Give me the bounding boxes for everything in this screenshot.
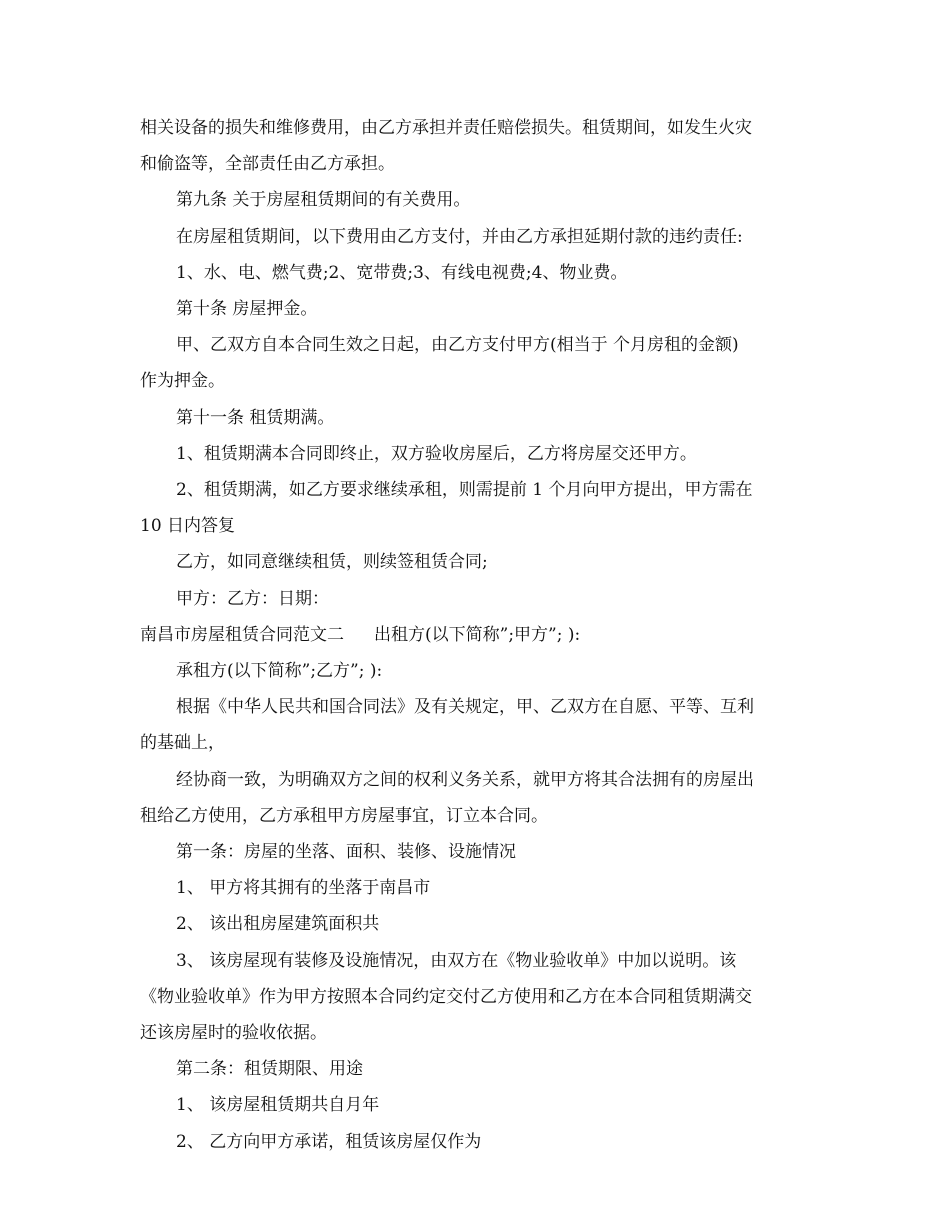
text-line: 相关设备的损失和维修费用，由乙方承担并责任赔偿损失。租赁期间，如发生火灾 bbox=[140, 118, 752, 138]
article-heading: 第一条：房屋的坐落、面积、装修、设施情况 bbox=[176, 842, 516, 862]
text-line: 1、租赁期满本合同即终止，双方验收房屋后，乙方将房屋交还甲方。 bbox=[176, 444, 697, 464]
text-line: 租给乙方使用，乙方承租甲方房屋事宜，订立本合同。 bbox=[140, 806, 548, 826]
text-line: 经协商一致，为明确双方之间的权利义务关系，就甲方将其合法拥有的房屋出 bbox=[176, 770, 754, 790]
article-heading: 第十条 房屋押金。 bbox=[176, 299, 318, 319]
text-line: 1、 甲方将其拥有的坐落于南昌市 bbox=[176, 878, 431, 898]
text-line: 甲、乙双方自本合同生效之日起，由乙方支付甲方(相当于 个月房租的金额) bbox=[176, 335, 739, 355]
text-line: 2、租赁期满，如乙方要求继续承租，则需提前 1 个月向甲方提出，甲方需在 bbox=[176, 480, 753, 500]
signature-line: 甲方：乙方：日期： bbox=[176, 589, 329, 609]
text-line: 《物业验收单》作为甲方按照本合同约定交付乙方使用和乙方在本合同租赁期满交 bbox=[140, 987, 752, 1007]
text-line: 作为押金。 bbox=[140, 371, 225, 391]
text-line: 10 日内答复 bbox=[140, 516, 236, 536]
article-heading: 第二条：租赁期限、用途 bbox=[176, 1059, 363, 1079]
article-heading: 第九条 关于房屋租赁期间的有关费用。 bbox=[176, 190, 471, 210]
text-line: 2、 乙方向甲方承诺，租赁该房屋仅作为 bbox=[176, 1132, 482, 1152]
contract-title: 南昌市房屋租赁合同范文二 bbox=[140, 625, 344, 645]
article-heading: 第十一条 租赁期满。 bbox=[176, 408, 335, 428]
text-line: 和偷盗等，全部责任由乙方承担。 bbox=[140, 154, 395, 174]
text-line: 还该房屋时的验收依据。 bbox=[140, 1023, 327, 1043]
text-line: 根据《中华人民共和国合同法》及有关规定，甲、乙双方在自愿、平等、互利 bbox=[176, 697, 754, 717]
text-line: 1、水、电、燃气费;2、宽带费;3、有线电视费;4、物业费。 bbox=[176, 263, 628, 283]
lessee-line: 承租方(以下简称”;乙方”; ): bbox=[176, 661, 383, 681]
text-line: 的基础上， bbox=[140, 733, 225, 753]
combined-line bbox=[140, 623, 820, 647]
text-line: 1、 该房屋租赁期共自月年 bbox=[176, 1095, 380, 1115]
text-line: 2、 该出租房屋建筑面积共 bbox=[176, 914, 380, 934]
text-line: 在房屋租赁期间，以下费用由乙方支付，并由乙方承担延期付款的违约责任: bbox=[176, 227, 743, 247]
text-line: 3、 该房屋现有装修及设施情况，由双方在《物业验收单》中加以说明。该 bbox=[176, 951, 737, 971]
text-line: 乙方，如同意继续租赁，则续签租赁合同; bbox=[176, 552, 488, 572]
lessor-line: 出租方(以下简称”;甲方”; ): bbox=[374, 625, 581, 645]
